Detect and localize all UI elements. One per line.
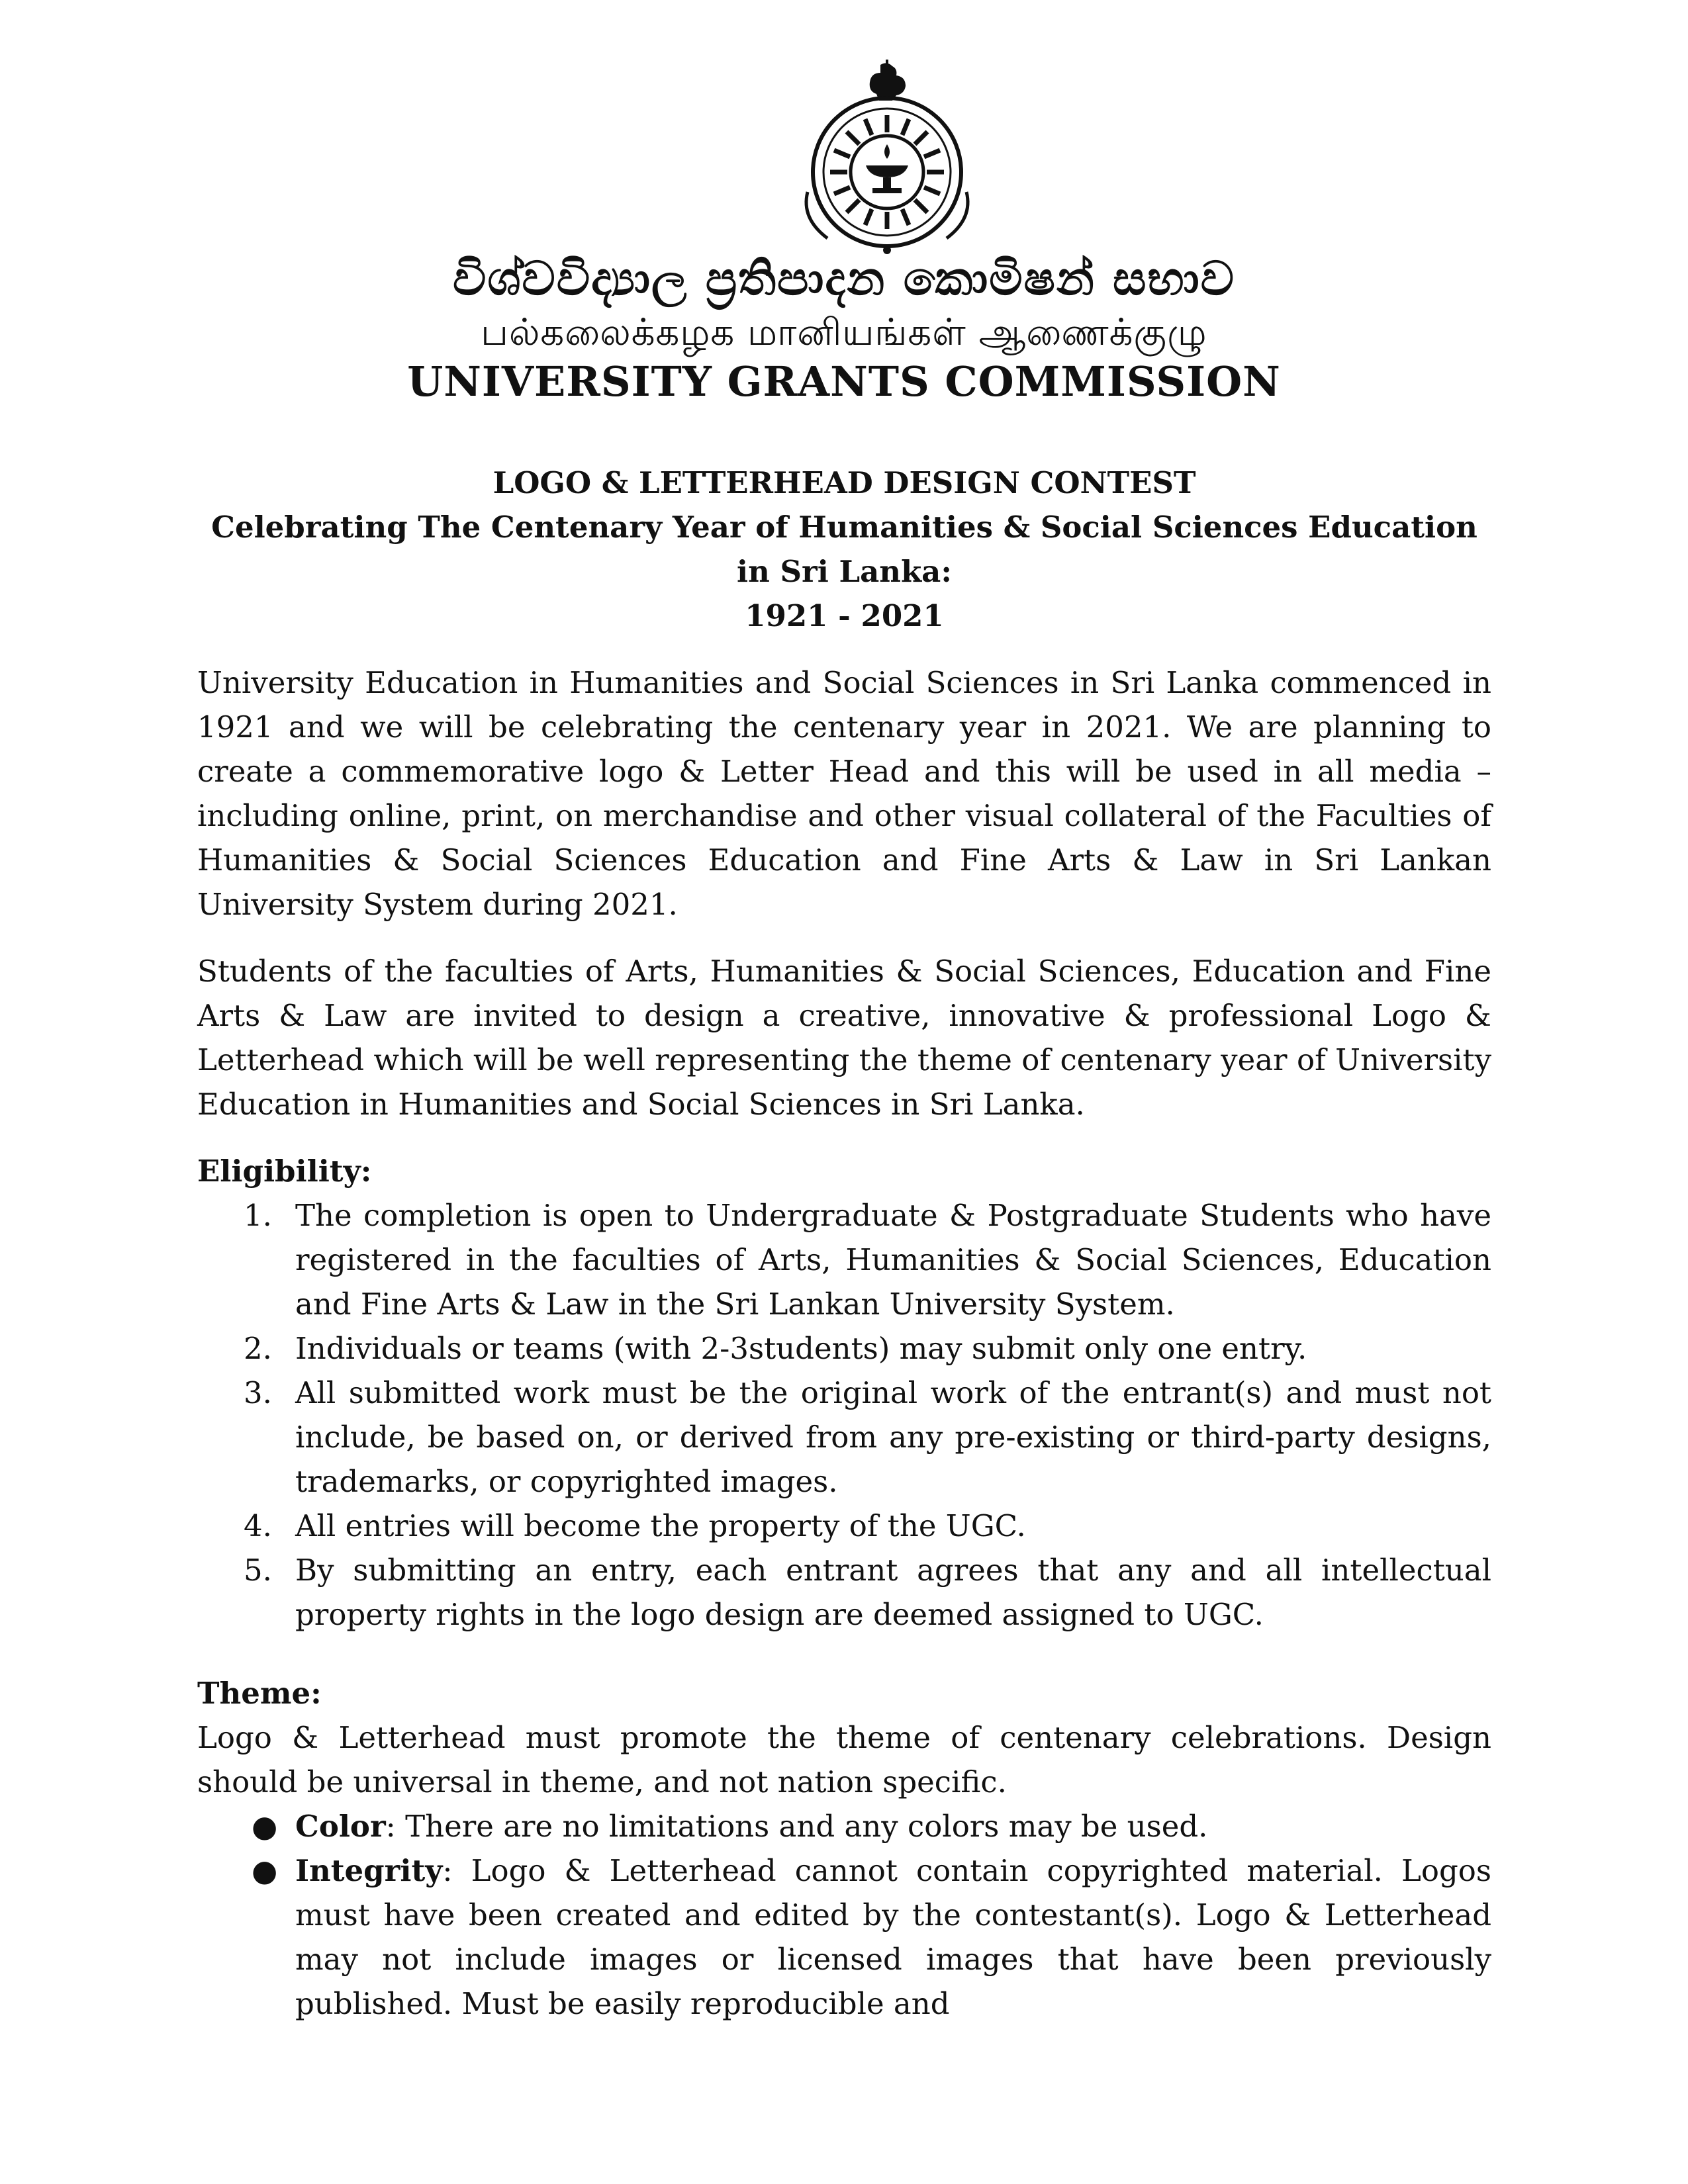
bullet-icon: ● — [252, 1853, 278, 1888]
list-text: All submitted work must be the original work of the entrant(s) and must not include, be based on, or derived from any pre-existing or third-party designs, trademarks, or copyrighted images. — [295, 1375, 1491, 1499]
list-number: 5. — [244, 1553, 272, 1588]
bullet-text: : There are no limitations and any colors may be used. — [385, 1809, 1208, 1844]
document-body — [197, 461, 1491, 2026]
list-text: Individuals or teams (with 2-3students) may submit only one entry. — [295, 1331, 1307, 1366]
list-number: 1. — [244, 1198, 272, 1233]
bullet-icon: ● — [252, 1809, 278, 1844]
list-item — [197, 1326, 1491, 1371]
contest-subtitle: Celebrating The Centenary Year of Humanities & Social Sciences Education in Sri Lanka: — [211, 510, 1477, 589]
list-number: 2. — [244, 1331, 272, 1366]
bullet-item — [197, 1804, 1491, 1848]
ugc-emblem-icon — [788, 60, 986, 258]
list-text: The completion is open to Undergraduate & Postgraduate Students who have registered in the faculties of Arts, Humanities & Social Sciences, Education and Fine Arts & Law in the Sri Lankan University System. — [295, 1198, 1491, 1322]
theme-heading: Theme: — [197, 1676, 322, 1711]
list-text: By submitting an entry, each entrant agrees that any and all intellectual property rights in the logo design are deemed assigned to UGC. — [295, 1553, 1491, 1632]
contest-years: 1921 - 2021 — [745, 598, 944, 633]
list-text: All entries will become the property of the UGC. — [295, 1508, 1026, 1543]
org-name-english: UNIVERSITY GRANTS COMMISSION — [407, 357, 1281, 406]
bullet-term: Color — [295, 1809, 386, 1844]
list-item — [197, 1504, 1491, 1548]
eligibility-heading: Eligibility: — [197, 1154, 372, 1189]
list-number: 3. — [244, 1375, 272, 1410]
intro-paragraph-2: Students of the faculties of Arts, Humanities & Social Sciences, Education and Fine Arts & Law are invited to design a creative, innovative & professional Logo & Letterhead which will be well representing the theme of centenary year of University Education in Humanities and Social Sciences in Sri Lanka. — [197, 954, 1491, 1122]
list-item — [197, 1193, 1491, 1326]
bullet-item — [197, 1848, 1491, 2026]
eligibility-list — [197, 1193, 1491, 1637]
org-name-tamil: பல்கலைக்கழக மானியங்கள் ஆணைக்குழு — [481, 311, 1207, 354]
theme-paragraph: Logo & Letterhead must promote the theme of centenary celebrations. Design should be universal in theme, and not nation specific. — [197, 1720, 1491, 1799]
bullet-text: : Logo & Letterhead cannot contain copyrighted material. Logos must have been created and edited by the contestant(s). Logo & Letterhead may not include images or licensed images that have been previously published. Must be easily reproducible and — [295, 1853, 1491, 2021]
intro-paragraph-1: University Education in Humanities and Social Sciences in Sri Lanka commenced in 1921 and we will be celebrating the centenary year in 2021. We are planning to create a commemorative logo & Letter Head and this will be used in all media – including online, print, on merchandise and other visual collateral of the Faculties of Humanities & Social Sciences Education and Fine Arts & Law in Sri Lankan University System during 2021. — [197, 665, 1491, 922]
theme-bullets — [197, 1804, 1491, 2026]
org-name-sinhala: විශ්වවිද්‍යාල ප්‍රතිපාදන කොමිෂන් සභාව — [453, 251, 1235, 306]
contest-title: LOGO & LETTERHEAD DESIGN CONTEST — [492, 465, 1196, 500]
list-number: 4. — [244, 1508, 272, 1543]
bullet-term: Integrity — [295, 1853, 443, 1888]
list-item — [197, 1548, 1491, 1637]
list-item — [197, 1371, 1491, 1504]
